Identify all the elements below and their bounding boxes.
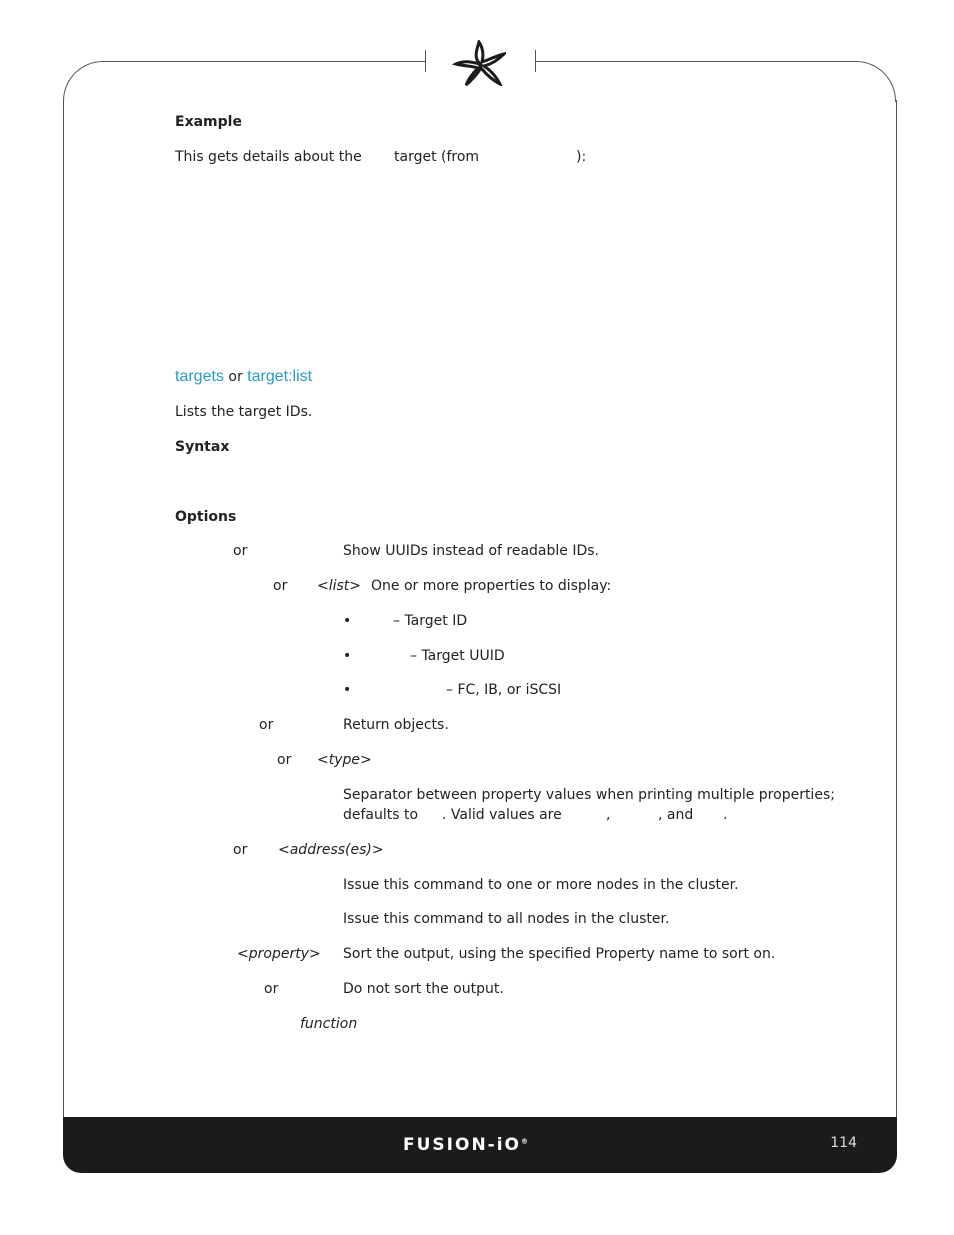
command-targets-link[interactable]: targets [175, 368, 224, 385]
option-sep-desc-2b: . Valid values are [442, 807, 562, 823]
option-uuid-desc: Show UUIDs instead of readable IDs. [343, 543, 599, 559]
bullet-target-id: – Target ID [393, 613, 468, 629]
bullet-dot: • [343, 682, 352, 698]
example-intro-part3: ): [576, 149, 587, 165]
option-obj-or: or [259, 717, 274, 733]
bullet-target-uuid: – Target UUID [410, 648, 505, 664]
example-intro-part2: target (from [394, 149, 480, 165]
option-props-or: or [273, 578, 288, 594]
page-number: 114 [830, 1135, 857, 1151]
section-title [175, 368, 312, 386]
option-nosort-desc: Do not sort the output. [343, 981, 504, 997]
option-sep-desc-1: Separator between property values when printing multiple properties; [343, 787, 835, 803]
frame-tick-right [535, 50, 536, 72]
example-intro-part1: This gets details about the [175, 149, 362, 165]
title-or: or [228, 369, 243, 385]
section-description: Lists the target IDs. [175, 404, 313, 420]
option-sep-desc-2d: , and [658, 807, 694, 823]
option-sep-desc-2e: . [723, 807, 728, 823]
option-props-desc: One or more properties to display: [371, 578, 612, 594]
option-nosort-or: or [264, 981, 279, 997]
fusion-io-logo-icon [452, 40, 506, 86]
option-all-desc: Issue this command to all nodes in the cluster. [343, 911, 670, 927]
option-sep-or: or [277, 752, 292, 768]
option-sort-param: <property> [237, 946, 321, 962]
option-function-param: function [300, 1016, 358, 1032]
bullet-dot: • [343, 613, 352, 629]
frame-tick-left [425, 50, 426, 72]
option-nodes-desc: Issue this command to one or more nodes in the cluster. [343, 877, 739, 893]
brand-text: FUSION-iO [403, 1135, 521, 1155]
page-frame-top-right [535, 61, 896, 102]
option-sep-desc-2c: , [606, 807, 611, 823]
option-sort-desc: Sort the output, using the specified Property name to sort on. [343, 946, 776, 962]
page-footer [63, 1117, 897, 1173]
footer-brand-logo [403, 1135, 528, 1155]
frame-left-edge [63, 100, 64, 1118]
option-sep-desc-2a: defaults to [343, 807, 419, 823]
example-heading: Example [175, 114, 242, 130]
option-props-param: <list> [317, 578, 362, 594]
page-frame-top-left [63, 61, 426, 102]
option-addr-or: or [233, 842, 248, 858]
option-uuid-or: or [233, 543, 248, 559]
option-addr-param: <address(es)> [278, 842, 384, 858]
option-obj-desc: Return objects. [343, 717, 449, 733]
bullet-transport: – FC, IB, or iSCSI [446, 682, 562, 698]
command-target-list-link[interactable]: target:list [247, 368, 313, 385]
syntax-heading: Syntax [175, 439, 230, 455]
options-heading: Options [175, 509, 237, 525]
bullet-dot: • [343, 648, 352, 664]
frame-right-edge [896, 100, 897, 1118]
brand-registered-mark: ® [521, 1137, 528, 1146]
option-sep-param: <type> [317, 752, 372, 768]
